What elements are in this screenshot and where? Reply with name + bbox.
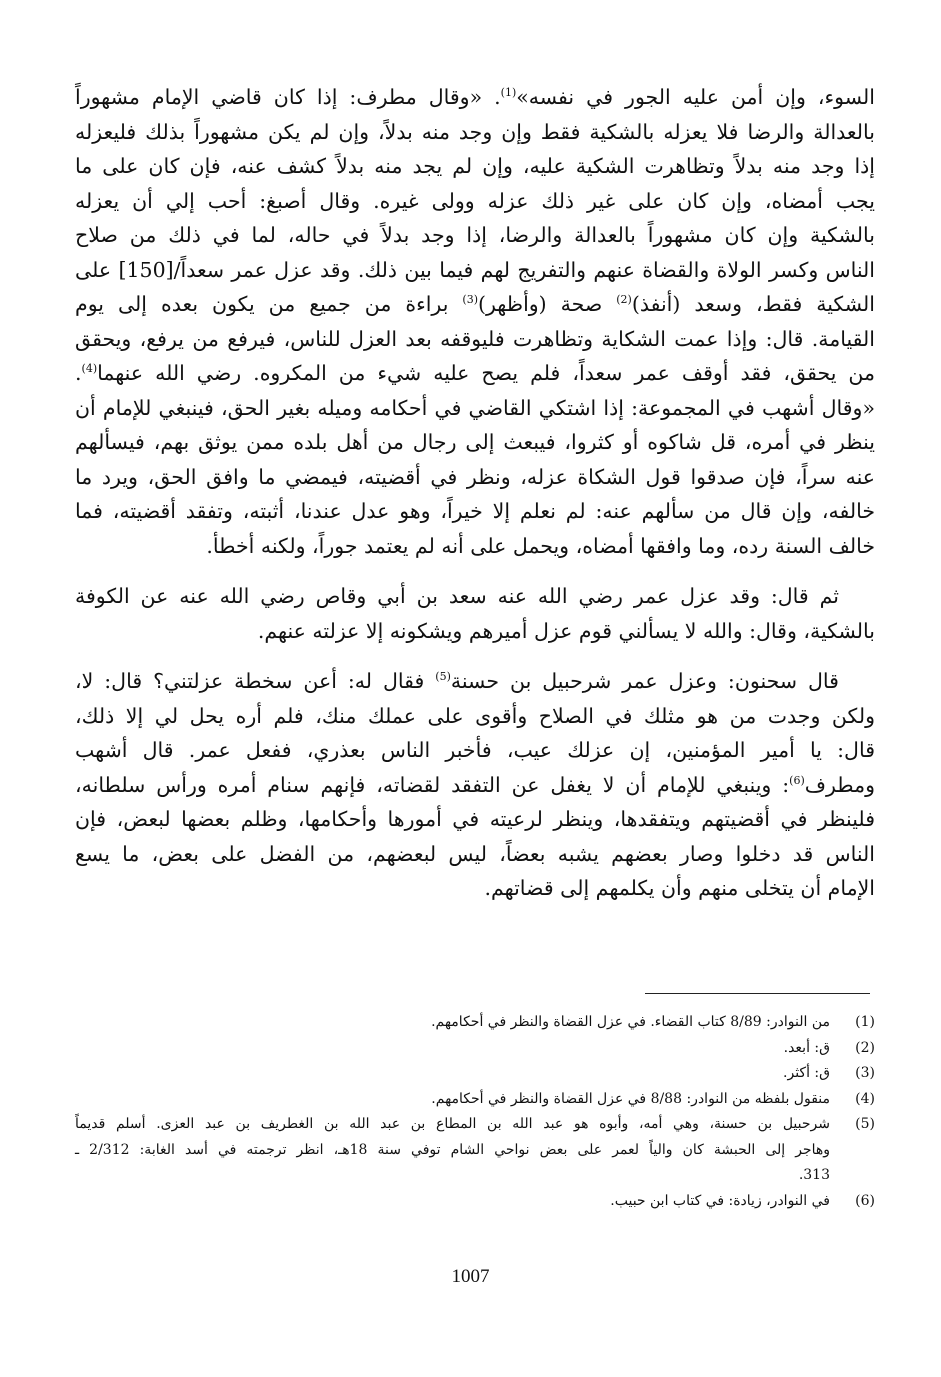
text-segment: صحة (وأظهر) (478, 292, 603, 316)
text-line: بالشكية وإن كان مشهوراً بالعدالة والرضا، إذا وجد بدلاً في حاله، لما في ذلك من صلاح (75, 223, 875, 247)
text-line: ولكن وجدت من هو مثلك في الصلاح وأقوى على عملك منك، فلم أره يحل لي إلا ذلك، (75, 703, 875, 728)
footnotes (75, 1010, 875, 1214)
footnote (75, 1010, 875, 1036)
footnote-number: (2) (855, 1039, 875, 1056)
footnote-text: في النوادر، زيادة: في كتاب ابن حبيب. (610, 1192, 830, 1209)
text-line: الإمام أن يتخلى منهم وأن يكلمهم إلى قضاتهم. (484, 876, 875, 900)
text-segment: قال سحنون: وعزل عمر شرحبيل بن حسنة (450, 669, 839, 693)
footnote-number: (3) (855, 1065, 875, 1081)
text-line: ثم قال: وقد عزل عمر رضي الله عنه سعد بن أبي وقاص رضي الله عنه عن الكوفة (75, 584, 839, 608)
text-segment: وقال مطرف: إذا كان قاضي الإمام مشهوراً (75, 85, 470, 109)
text-line: إذا وجد منه بدلاً وتظاهرت الشكية عليه، وإن لم يجد منه بدلاً كشف عنه، فإن كان على ما (75, 154, 875, 178)
footnote-text: من النوادر: 8/89 كتاب القضاء. في عزل القضاة والنظر في أحكامهم. (431, 1014, 830, 1030)
footnote-divider (645, 993, 870, 994)
text-line: ينظر في أمره، قل شاكوه أو كثروا، فيبعث إلى رجال من أهل بلده ممن يوثق بهم، فيسألهم (75, 430, 875, 454)
text-line (75, 768, 875, 803)
footnote-ref-4: (4) (81, 362, 98, 376)
text-segment: فقال له: أعن سخطة عزلتني؟ قال: لا، (75, 669, 425, 693)
footnote-number: (1) (855, 1014, 875, 1030)
text-segment: السوء، وإن أمن عليه الجور في نفسه» (516, 85, 875, 109)
footnote-text: 313. (798, 1167, 830, 1183)
text-line: فلينظر في أقضيتهم ويتفقدها، وينظر لرعيته في أمورها وأحكامها، وظلم بعضها لبعض، فإن (75, 807, 875, 831)
footnote-number: (4) (855, 1090, 875, 1107)
footnote-ref-2: (2) (616, 293, 632, 307)
text-line: الناس وكسر الولاة والقضاة عنهم والتفريج لهم فيما بين ذلك. وقد عزل عمر سعداً/[150] على (75, 257, 875, 282)
text-segment: براءة من جميع من يكون بعده إلى يوم (75, 292, 449, 316)
footnote-ref-1: (1) (500, 86, 517, 100)
footnote (75, 1036, 875, 1062)
text-segment: : وينبغي للإمام أن لا يغفل عن التفقد لقضاته، فإنهم سنام أمره ورأس سلطانه، (75, 772, 790, 797)
footnote-number: (6) (855, 1192, 875, 1209)
text-line: يجب أمضاه، وإن كان على غير ذلك عزله وولى غيره. وقال أصبغ: أحب إلي أن يعزله (75, 188, 875, 213)
text-line: القيامة. قال: وإذا عمت الشكاية وتظاهرت فليوقفه بعد العزل للناس، فيرفع من يرفع، ويحقق (75, 326, 875, 351)
footnote-ref-5: (5) (435, 670, 451, 684)
footnote-ref-3: (3) (462, 293, 478, 307)
footnote (75, 1112, 875, 1189)
text-line: خالفه، وإن قال من سألهم عنه: لم نعلم إلا خيراً، وهو عدل عندنا، أثبته، وتفقد أقضيته، فما (75, 499, 875, 523)
main-text (75, 80, 875, 906)
page-number: 1007 (451, 1266, 490, 1287)
text-line: عنه سراً، فإن صدقوا قول الشكاة عزله، ونظر في أقضيته، فيمضي ما وافق الحق، ويرد ما (75, 464, 875, 489)
text-line: بالشكية، وقال: والله لا يسألني قوم عزل أميرهم ويشكونه إلا عزلته عنهم. (257, 618, 875, 643)
footnote (75, 1189, 875, 1215)
text-line: قال: يا أمير المؤمنين، إن عزلك عيب، فأخبر الناس بعذري، ففعل عمر. قال أشهب (75, 738, 875, 762)
footnote-text: شرحبيل بن حسنة، وهي أمه، وأبوه هو عبد الله بن المطاع بن عبد الله بن الغطريف بن عبد العزى. أسلم قديماً (75, 1116, 830, 1132)
text-line: خالف السنة رده، وما وافقها أمضاه، ويحمل على أنه لم يعتمد جوراً، ولكنه أخطأ. (206, 533, 875, 558)
text-line: من يحقق، فقد أوقف عمر سعداً، فلم يصح عليه شيء من المكروه. رضي الله عنهما$^{(4)}$. (75, 361, 875, 385)
footnote (75, 1061, 875, 1087)
footnote-ref-6: (6) (789, 773, 805, 787)
footnote-text: منقول بلفظه من النوادر: 8/88 في عزل القضاة والنظر في أحكامهم. (431, 1090, 830, 1107)
text-segment: ومطرف (804, 772, 875, 797)
text-segment: من يحقق، فقد أوقف عمر سعداً، فلم يصح عليه شيء من المكروه. رضي الله عنهما (97, 361, 875, 385)
text-line: بالعدالة والرضا فلا يعزله بالشكية فقط وإن وجد منه بدلاً، وإن لم يكن مشهوراً بذلك فليعزله (75, 119, 875, 144)
text-line: السوء، وإن أمن عليه الجور في نفسه»$^{(1)}$. «وقال مطرف: إذا كان قاضي الإمام مشهوراً (75, 85, 875, 109)
text-line: الناس قد دخلوا وصار بعضهم يشبه بعضاً، ليس لبعضهم، من الفضل على بعض، ما يسع (75, 841, 875, 866)
footnote-text: ق: أكثر. (783, 1065, 830, 1081)
text-line: «وقال أشهب في المجموعة: إذا اشتكي القاضي في أحكامه وميله بغير الحق، فينبغي للإمام أن (75, 395, 875, 420)
text-segment: الشكية فقط، وسعد (أنفذ) (631, 292, 875, 316)
footnote-text: وهاجر إلى الحبشة كان والياً لعمر على بعض نواحي الشام توفي سنة 18هـ، انظر ترجمته في أسد الغابة: 2/312 ـ (75, 1141, 830, 1158)
text-line (75, 287, 875, 322)
footnote (75, 1087, 875, 1113)
footnote-text: ق: أبعد. (783, 1039, 830, 1056)
footnote-number: (5) (855, 1116, 875, 1132)
text-line (75, 664, 875, 699)
